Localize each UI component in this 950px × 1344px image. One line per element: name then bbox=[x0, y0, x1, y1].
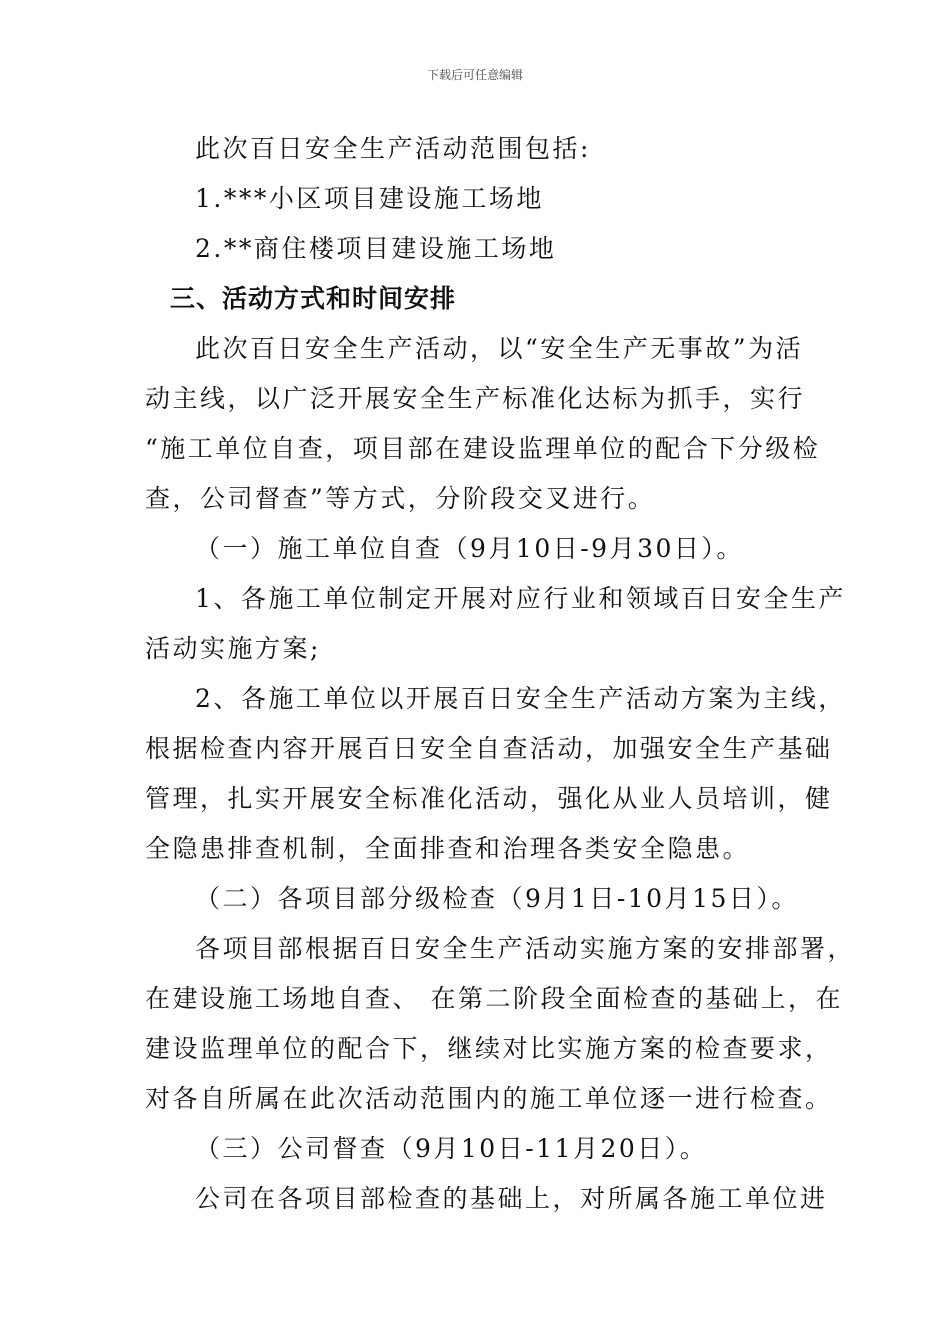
list-item: 1.***小区项目建设施工场地 bbox=[195, 184, 544, 213]
paragraph-line: 动主线，以广泛开展安全生产标准化达标为抓手，实行 bbox=[145, 384, 806, 413]
header-note: 下载后可任意编辑 bbox=[426, 68, 523, 82]
paragraph-line: 在建设施工场地自查、 在第二阶段全面检查的基础上，在 bbox=[145, 984, 843, 1013]
paragraph-line: 各项目部根据百日安全生产活动实施方案的安排部署， bbox=[195, 934, 856, 963]
subsection-heading: （三）公司督查（9月10日-11月20日）。 bbox=[195, 1134, 708, 1163]
paragraph-line: 1、各施工单位制定开展对应行业和领域百日安全生产 bbox=[195, 584, 846, 613]
paragraph-line: 活动实施方案; bbox=[145, 634, 321, 663]
paragraph-line: 此次百日安全生产活动范围包括: bbox=[195, 134, 591, 163]
paragraph-line: 2、各施工单位以开展百日安全生产活动方案为主线， bbox=[195, 684, 846, 713]
section-heading: 三、活动方式和时间安排 bbox=[170, 284, 457, 313]
paragraph-line: 建设监理单位的配合下，继续对比实施方案的检查要求， bbox=[145, 1034, 833, 1063]
paragraph-line: 公司在各项目部检查的基础上，对所属各施工单位进 bbox=[195, 1184, 828, 1213]
paragraph-line: 查，公司督查”等方式，分阶段交叉进行。 bbox=[145, 484, 656, 513]
paragraph-line: 此次百日安全生产活动，以“安全生产无事故”为活 bbox=[195, 334, 804, 363]
paragraph-line: “施工单位自查，项目部在建设监理单位的配合下分级检 bbox=[145, 434, 821, 463]
list-item: 2.**商住楼项目建设施工场地 bbox=[195, 234, 557, 263]
subsection-heading: （二）各项目部分级检查（9月1日-10月15日）。 bbox=[195, 884, 799, 913]
paragraph-line: 全隐患排查机制，全面排查和治理各类安全隐患。 bbox=[145, 834, 751, 863]
paragraph-line: 对各自所属在此次活动范围内的施工单位逐一进行检查。 bbox=[145, 1084, 833, 1113]
paragraph-line: 根据检查内容开展百日安全自查活动，加强安全生产基础 bbox=[145, 734, 833, 763]
paragraph-line: 管理，扎实开展安全标准化活动，强化从业人员培训，健 bbox=[145, 784, 833, 813]
subsection-heading: （一）施工单位自查（9月10日-9月30日）。 bbox=[195, 534, 744, 563]
